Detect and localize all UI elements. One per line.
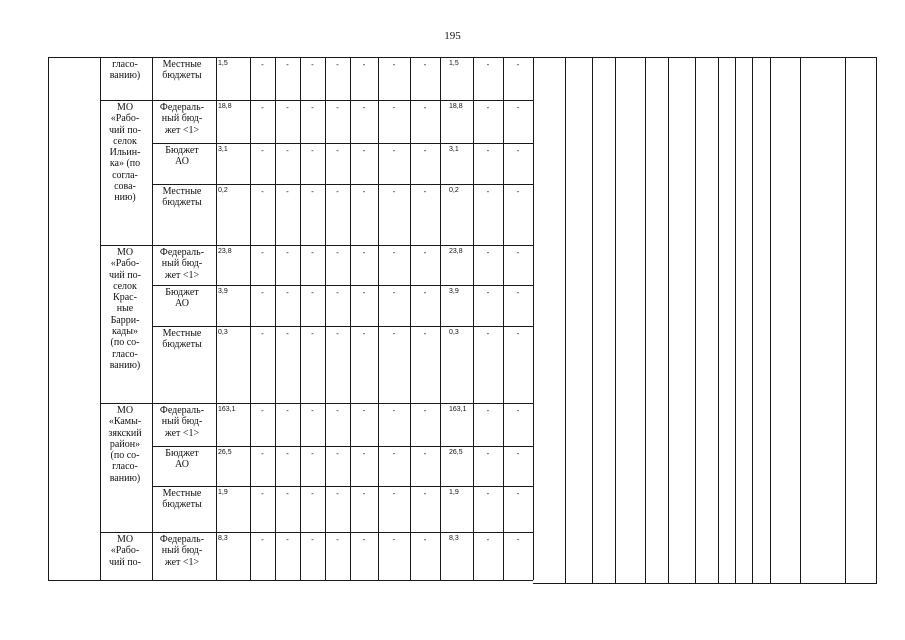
row-divider: [152, 184, 533, 185]
empty-cell-dash: -: [516, 288, 520, 297]
empty-cell-dash: -: [516, 146, 520, 155]
funding-source-label: Федераль- ный бюд- жет <1>: [159, 247, 205, 281]
empty-cell-dash: -: [261, 103, 264, 112]
empty-cell-dash: -: [486, 103, 490, 112]
column-divider: [503, 57, 504, 580]
column-divider: [800, 57, 801, 583]
empty-cell-dash: -: [392, 288, 396, 297]
empty-cell-dash: -: [336, 248, 339, 257]
column-divider: [216, 57, 217, 580]
page-number: 195: [444, 30, 461, 42]
empty-cell-dash: -: [423, 329, 427, 338]
block-divider: [100, 100, 533, 101]
year-value: 1,5: [449, 60, 459, 67]
empty-cell-dash: -: [362, 406, 366, 415]
empty-cell-dash: -: [311, 406, 314, 415]
empty-cell-dash: -: [362, 60, 366, 69]
empty-cell-dash: -: [362, 187, 366, 196]
funding-source-label: Местные бюджеты: [162, 488, 202, 511]
total-value: 8,3: [218, 535, 228, 542]
column-divider: [615, 57, 616, 583]
empty-cell-dash: -: [261, 535, 264, 544]
empty-cell-dash: -: [486, 146, 490, 155]
column-divider: [410, 57, 411, 580]
column-divider: [645, 57, 646, 583]
column-divider: [473, 57, 474, 580]
funding-source-label: Бюджет АО: [165, 145, 199, 168]
empty-cell-dash: -: [516, 535, 520, 544]
empty-cell-dash: -: [261, 288, 264, 297]
empty-cell-dash: -: [311, 489, 314, 498]
empty-cell-dash: -: [362, 248, 366, 257]
empty-cell-dash: -: [336, 187, 339, 196]
empty-cell-dash: -: [362, 146, 366, 155]
empty-cell-dash: -: [423, 449, 427, 458]
row-divider: [152, 143, 533, 144]
municipality-label: МО «Рабо- чий по- селок Крас- ные Барри- кады» (по со- гласо- ванию): [109, 247, 141, 371]
empty-cell-dash: -: [311, 187, 314, 196]
total-value: 1,9: [218, 489, 228, 496]
empty-cell-dash: -: [336, 146, 339, 155]
column-divider: [325, 57, 326, 580]
column-divider: [770, 57, 771, 583]
column-divider: [275, 57, 276, 580]
year-value: 1,9: [449, 489, 459, 496]
empty-cell-dash: -: [362, 449, 366, 458]
empty-cell-dash: -: [392, 103, 396, 112]
empty-cell-dash: -: [336, 489, 339, 498]
year-value: 18,8: [449, 103, 463, 110]
year-value: 3,9: [449, 288, 459, 295]
empty-cell-dash: -: [336, 103, 339, 112]
column-divider: [876, 57, 877, 583]
empty-cell-dash: -: [286, 535, 289, 544]
empty-cell-dash: -: [423, 288, 427, 297]
empty-cell-dash: -: [311, 248, 314, 257]
empty-cell-dash: -: [486, 449, 490, 458]
column-divider: [668, 57, 669, 583]
empty-cell-dash: -: [311, 103, 314, 112]
empty-cell-dash: -: [516, 329, 520, 338]
empty-cell-dash: -: [486, 406, 490, 415]
empty-cell-dash: -: [286, 103, 289, 112]
empty-cell-dash: -: [286, 187, 289, 196]
total-value: 23,8: [218, 248, 232, 255]
column-divider: [592, 57, 593, 583]
empty-cell-dash: -: [392, 489, 396, 498]
empty-cell-dash: -: [261, 329, 264, 338]
year-value: 0,3: [449, 329, 459, 336]
empty-cell-dash: -: [286, 146, 289, 155]
column-divider: [440, 57, 441, 580]
empty-cell-dash: -: [311, 535, 314, 544]
row-divider: [152, 285, 533, 286]
column-divider: [350, 57, 351, 580]
empty-cell-dash: -: [261, 146, 264, 155]
year-value: 0,2: [449, 187, 459, 194]
column-divider: [845, 57, 846, 583]
empty-cell-dash: -: [261, 60, 264, 69]
municipality-label: МО «Рабо- чий по-: [109, 534, 141, 568]
year-value: 163,1: [449, 406, 467, 413]
empty-cell-dash: -: [362, 329, 366, 338]
empty-cell-dash: -: [486, 187, 490, 196]
year-value: 3,1: [449, 146, 459, 153]
total-value: 3,9: [218, 288, 228, 295]
empty-cell-dash: -: [486, 60, 490, 69]
column-divider: [718, 57, 719, 583]
empty-cell-dash: -: [336, 329, 339, 338]
funding-source-label: Федераль- ный бюд- жет <1>: [159, 534, 205, 568]
year-value: 23,8: [449, 248, 463, 255]
empty-cell-dash: -: [423, 406, 427, 415]
column-divider: [695, 57, 696, 583]
row-divider: [152, 326, 533, 327]
table-bottom-border: [48, 580, 533, 581]
total-value: 0,2: [218, 187, 228, 194]
column-divider: [533, 57, 534, 580]
empty-cell-dash: -: [286, 329, 289, 338]
empty-cell-dash: -: [336, 288, 339, 297]
empty-cell-dash: -: [392, 60, 396, 69]
municipality-label: МО «Рабо- чий по- селок Ильин- ка» (по согла- сова- нию): [109, 102, 141, 204]
table-top-border: [48, 57, 876, 58]
empty-cell-dash: -: [516, 248, 520, 257]
column-divider: [250, 57, 251, 580]
empty-cell-dash: -: [362, 489, 366, 498]
row-divider: [152, 446, 533, 447]
total-value: 1,5: [218, 60, 228, 67]
empty-cell-dash: -: [516, 103, 520, 112]
municipality-label: МО «Камы- зякский район» (по со- гласо- ванию): [108, 405, 142, 484]
column-divider: [752, 57, 753, 583]
empty-cell-dash: -: [392, 146, 396, 155]
empty-cell-dash: -: [286, 449, 289, 458]
empty-cell-dash: -: [336, 406, 339, 415]
empty-cell-dash: -: [392, 329, 396, 338]
empty-cell-dash: -: [311, 146, 314, 155]
empty-cell-dash: -: [311, 60, 314, 69]
empty-cell-dash: -: [261, 489, 264, 498]
table-bottom-border: [533, 583, 877, 584]
column-divider: [300, 57, 301, 580]
empty-cell-dash: -: [392, 248, 396, 257]
empty-cell-dash: -: [311, 288, 314, 297]
empty-cell-dash: -: [336, 535, 339, 544]
empty-cell-dash: -: [486, 329, 490, 338]
empty-cell-dash: -: [486, 288, 490, 297]
empty-cell-dash: -: [423, 248, 427, 257]
empty-cell-dash: -: [392, 406, 396, 415]
empty-cell-dash: -: [286, 248, 289, 257]
empty-cell-dash: -: [311, 329, 314, 338]
empty-cell-dash: -: [286, 60, 289, 69]
empty-cell-dash: -: [486, 248, 490, 257]
empty-cell-dash: -: [261, 187, 264, 196]
year-value: 8,3: [449, 535, 459, 542]
year-value: 26,5: [449, 449, 463, 456]
empty-cell-dash: -: [423, 187, 427, 196]
empty-cell-dash: -: [423, 535, 427, 544]
empty-cell-dash: -: [392, 449, 396, 458]
empty-cell-dash: -: [423, 146, 427, 155]
empty-cell-dash: -: [286, 489, 289, 498]
empty-cell-dash: -: [392, 187, 396, 196]
empty-cell-dash: -: [362, 535, 366, 544]
total-value: 18,8: [218, 103, 232, 110]
funding-source-label: Федераль- ный бюд- жет <1>: [159, 102, 205, 136]
empty-cell-dash: -: [261, 406, 264, 415]
empty-cell-dash: -: [286, 288, 289, 297]
total-value: 0,3: [218, 329, 228, 336]
total-value: 26,5: [218, 449, 232, 456]
funding-source-label: Бюджет АО: [165, 448, 199, 471]
empty-cell-dash: -: [486, 489, 490, 498]
empty-cell-dash: -: [362, 288, 366, 297]
funding-source-label: Местные бюджеты: [162, 59, 202, 82]
empty-cell-dash: -: [423, 489, 427, 498]
column-divider: [378, 57, 379, 580]
empty-cell-dash: -: [311, 449, 314, 458]
total-value: 163,1: [218, 406, 236, 413]
empty-cell-dash: -: [516, 60, 520, 69]
empty-cell-dash: -: [261, 449, 264, 458]
empty-cell-dash: -: [392, 535, 396, 544]
block-divider: [100, 532, 533, 533]
column-divider: [48, 57, 49, 580]
empty-cell-dash: -: [516, 449, 520, 458]
empty-cell-dash: -: [261, 248, 264, 257]
funding-source-label: Бюджет АО: [165, 287, 199, 310]
row-divider: [152, 486, 533, 487]
funding-source-label: Федераль- ный бюд- жет <1>: [159, 405, 205, 439]
empty-cell-dash: -: [336, 60, 339, 69]
total-value: 3,1: [218, 146, 228, 153]
empty-cell-dash: -: [516, 187, 520, 196]
empty-cell-dash: -: [362, 103, 366, 112]
empty-cell-dash: -: [286, 406, 289, 415]
empty-cell-dash: -: [516, 406, 520, 415]
empty-cell-dash: -: [423, 103, 427, 112]
column-divider: [565, 57, 566, 583]
block-divider: [100, 403, 533, 404]
municipality-label: гласо- ванию): [109, 59, 141, 82]
empty-cell-dash: -: [423, 60, 427, 69]
empty-cell-dash: -: [486, 535, 490, 544]
column-divider: [735, 57, 736, 583]
empty-cell-dash: -: [336, 449, 339, 458]
empty-cell-dash: -: [516, 489, 520, 498]
funding-source-label: Местные бюджеты: [162, 328, 202, 351]
block-divider: [100, 245, 533, 246]
funding-source-label: Местные бюджеты: [162, 186, 202, 209]
